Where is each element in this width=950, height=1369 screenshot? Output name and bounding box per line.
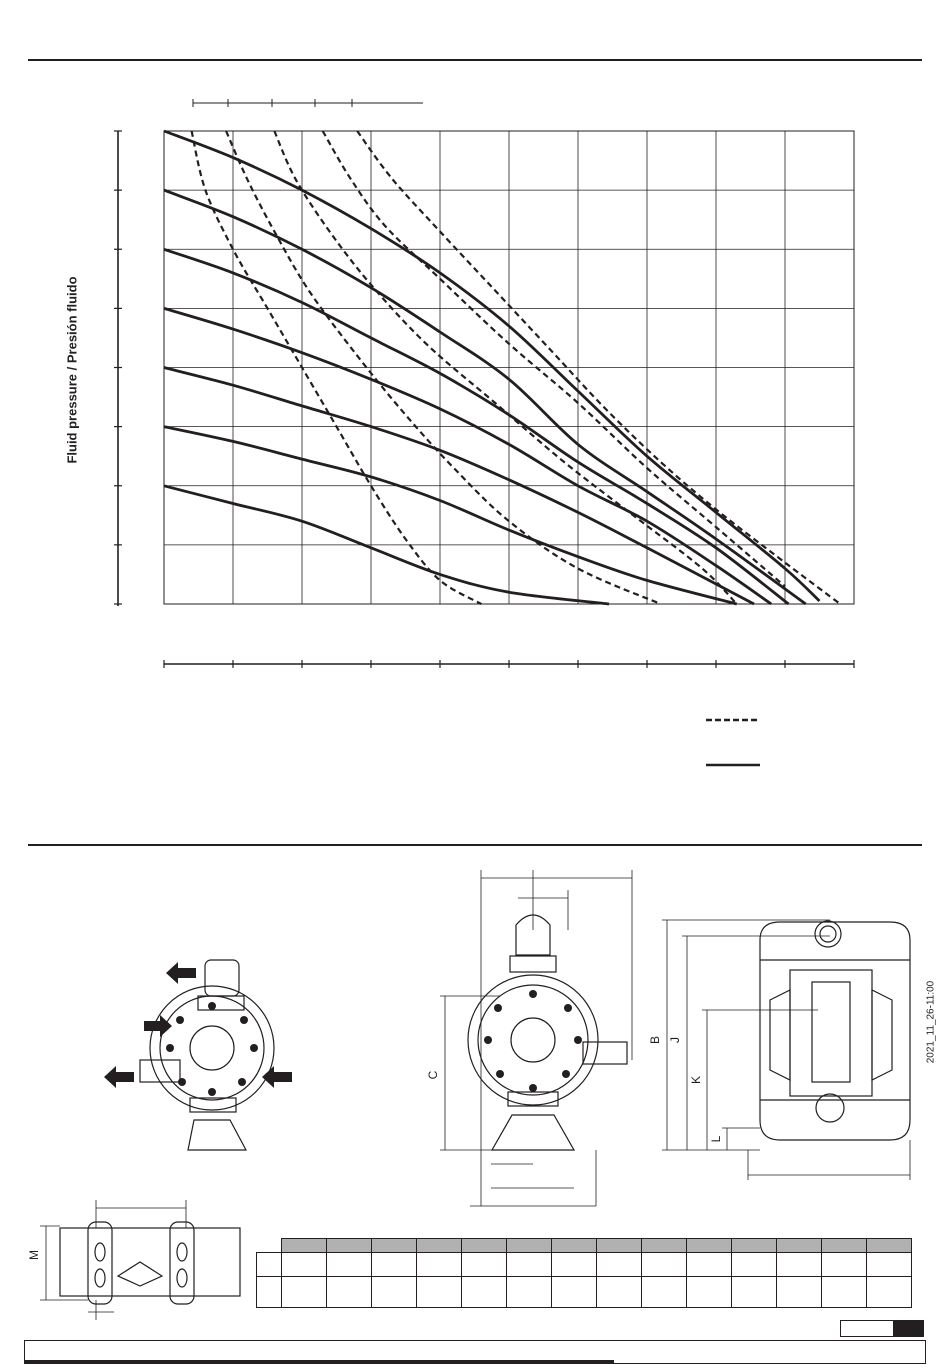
discharge-arrow-icon-2 <box>104 1066 134 1088</box>
table-row <box>257 1277 912 1308</box>
dim-letter-j: J <box>668 1037 682 1043</box>
dim-letter-m: M <box>27 1250 41 1260</box>
dim-letter-l: L <box>709 1135 723 1143</box>
page-tab <box>893 1320 924 1337</box>
y-axis-title: Fluid pressure / Presión fluido <box>64 276 80 464</box>
discharge-arrow-icon <box>166 962 196 984</box>
dimension-table <box>256 1238 912 1308</box>
mounting-view <box>27 1200 240 1320</box>
table-header-row <box>257 1239 912 1253</box>
dim-letter-c: C <box>426 1070 440 1080</box>
date-stamp: 2021_11_26-11:00 <box>925 980 937 1064</box>
dim-letter-k: K <box>689 1075 703 1085</box>
side-view <box>648 920 910 1180</box>
flow-direction-view <box>140 960 274 1150</box>
footer-bar <box>24 1360 614 1364</box>
dim-letter-b: B <box>648 1035 662 1045</box>
front-view <box>426 870 632 1206</box>
table-row <box>257 1253 912 1277</box>
page-number-box <box>840 1320 894 1337</box>
